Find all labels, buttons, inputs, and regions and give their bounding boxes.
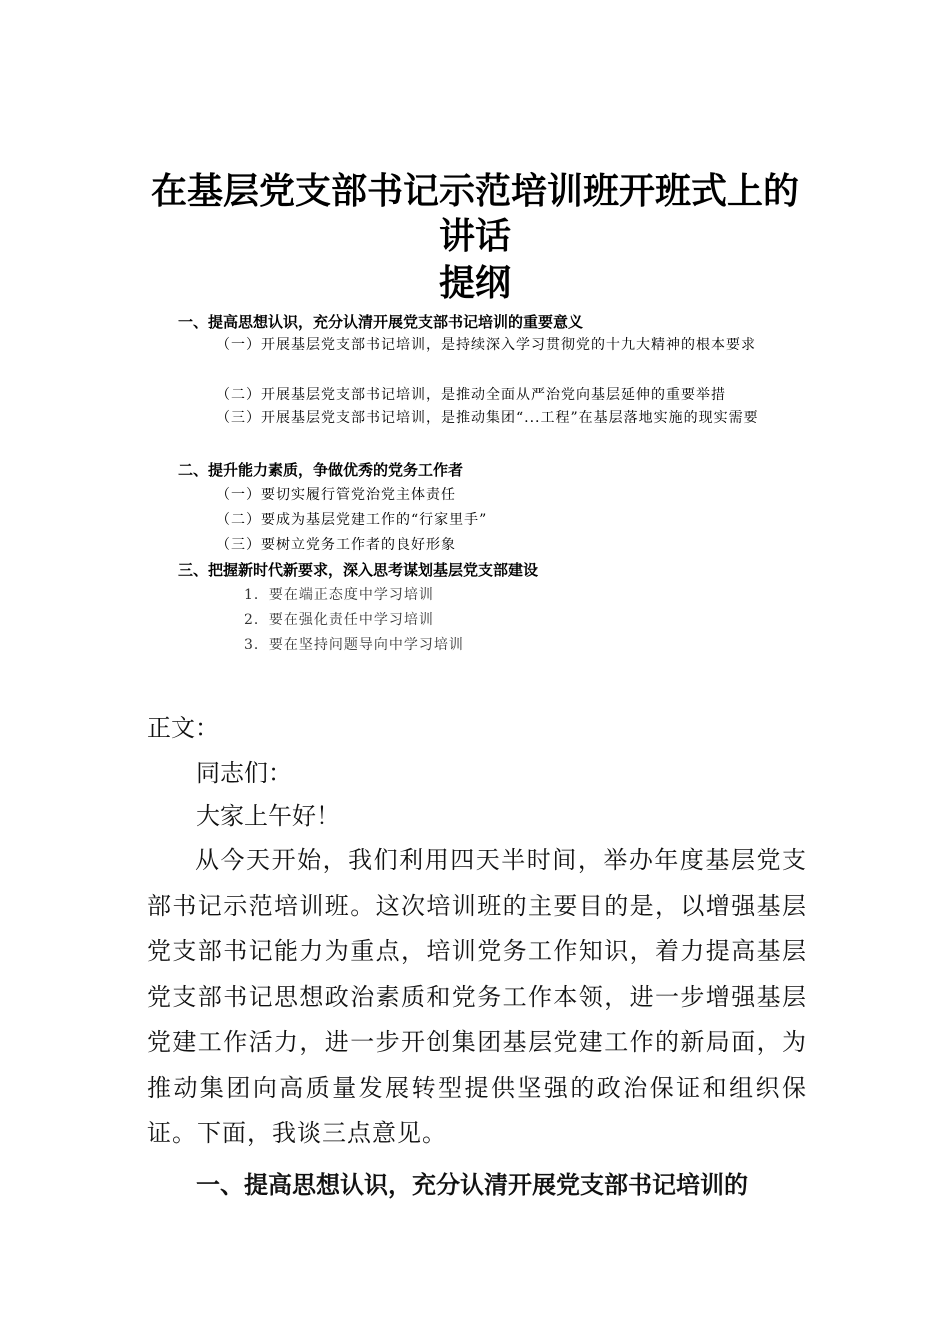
greeting-comrades: 同志们： xyxy=(196,759,292,787)
body-paragraph: 从今天开始，我们利用四天半时间，举办年度基层党支部书记示范培训班。这次培训班的主要目的是，以增强基层党支部书记能力为重点，培训党务工作知识，着力提高基层党支部书记思想政治素质和党务工作本领，进一步增强基层党建工作活力，进一步开创集团基层党建工作的新局面，为推动集团向高质量发展转型提供坚强的政治保证和组织保证。下面，我谈三点意见。 xyxy=(147,846,807,1147)
outline-heading-3: 三、把握新时代新要求，深入思考谋划基层党支部建设 xyxy=(178,561,539,579)
document-title-line-2: 讲话 xyxy=(438,216,511,257)
outline-heading-2: 二、提升能力素质，争做优秀的党务工作者 xyxy=(178,461,464,479)
outline-item-2-2: （二）要成为基层党建工作的“行家里手” xyxy=(216,512,488,528)
outline-heading-1: 一、提高思想认识，充分认清开展党支部书记培训的重要意义 xyxy=(178,313,584,331)
outline-item-1-1: （一）开展基层党支部书记培训，是持续深入学习贯彻党的十九大精神的根本要求 xyxy=(216,337,756,353)
document-title-line-1: 在基层党支部书记示范培训班开班式上的 xyxy=(150,171,799,212)
outline-item-1-2: （二）开展基层党支部书记培训，是推动全面从严治党向基层延伸的重要举措 xyxy=(216,387,726,403)
body-label: 正文： xyxy=(147,714,219,742)
outline-item-2-1: （一）要切实履行管党治党主体责任 xyxy=(216,487,456,503)
outline-item-3-1: 1．要在端正态度中学习培训 xyxy=(244,587,434,603)
document-subtitle: 提纲 xyxy=(438,263,511,304)
outline-item-3-2: 2．要在强化责任中学习培训 xyxy=(244,612,434,628)
greeting-morning: 大家上午好！ xyxy=(196,802,340,830)
outline-item-2-3: （三）要树立党务工作者的良好形象 xyxy=(216,537,456,553)
outline-item-1-3: （三）开展基层党支部书记培训，是推动集团“...工程”在基层落地实施的现实需要 xyxy=(216,410,759,426)
section-1-heading: 一、提高思想认识，充分认清开展党支部书记培训的 xyxy=(196,1171,748,1199)
outline-item-3-3: 3．要在坚持问题导向中学习培训 xyxy=(244,637,464,653)
